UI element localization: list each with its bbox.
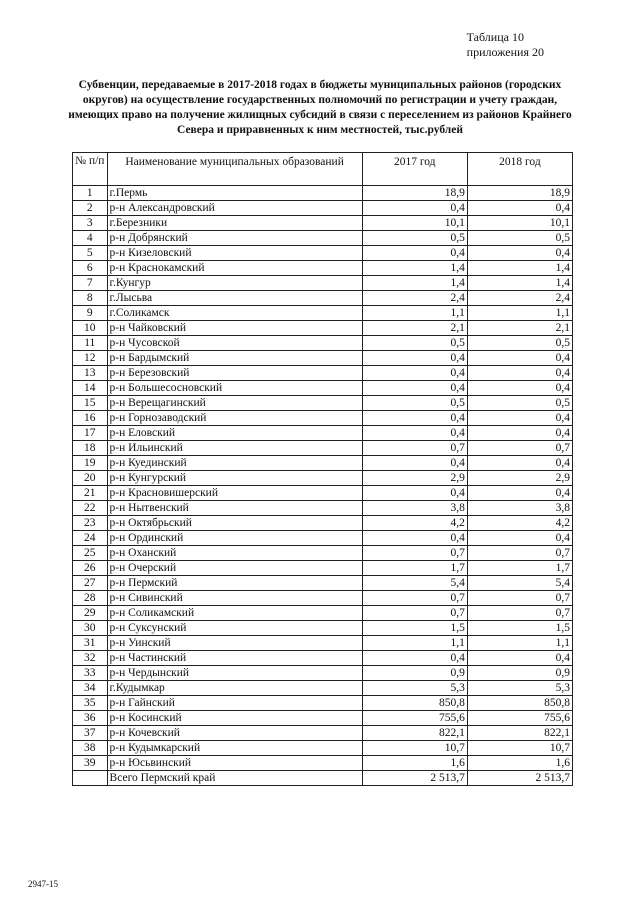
row-number: 12 bbox=[73, 351, 108, 366]
row-municipality: р-н Оханский bbox=[107, 546, 362, 561]
row-number: 23 bbox=[73, 516, 108, 531]
table-row bbox=[73, 516, 573, 531]
row-value-2018: 0,4 bbox=[467, 366, 572, 381]
row-municipality: р-н Красновишерский bbox=[107, 486, 362, 501]
table-row bbox=[73, 351, 573, 366]
table-row bbox=[73, 246, 573, 261]
row-value-2017: 0,4 bbox=[362, 486, 467, 501]
row-number: 1 bbox=[73, 186, 108, 201]
row-value-2018: 3,8 bbox=[467, 501, 572, 516]
row-value-2018: 5,3 bbox=[467, 681, 572, 696]
table-row bbox=[73, 216, 573, 231]
row-value-2017: 1,5 bbox=[362, 621, 467, 636]
row-municipality: р-н Кунгурский bbox=[107, 471, 362, 486]
row-number: 25 bbox=[73, 546, 108, 561]
row-number: 14 bbox=[73, 381, 108, 396]
row-value-2017: 0,4 bbox=[362, 246, 467, 261]
table-row bbox=[73, 636, 573, 651]
row-value-2017: 0,7 bbox=[362, 441, 467, 456]
table-row bbox=[73, 531, 573, 546]
row-municipality: р-н Частинский bbox=[107, 651, 362, 666]
row-number: 39 bbox=[73, 756, 108, 771]
table-body bbox=[73, 186, 573, 786]
row-municipality: р-н Чайковский bbox=[107, 321, 362, 336]
row-value-2017: 1,7 bbox=[362, 561, 467, 576]
row-municipality: р-н Чусовской bbox=[107, 336, 362, 351]
row-number: 11 bbox=[73, 336, 108, 351]
total-row bbox=[73, 771, 573, 786]
row-municipality: Всего Пермский край bbox=[107, 771, 362, 786]
table-row bbox=[73, 471, 573, 486]
row-municipality: р-н Суксунский bbox=[107, 621, 362, 636]
row-municipality: р-н Горнозаводский bbox=[107, 411, 362, 426]
row-number: 7 bbox=[73, 276, 108, 291]
row-number: 22 bbox=[73, 501, 108, 516]
row-value-2018: 2,1 bbox=[467, 321, 572, 336]
table-row bbox=[73, 486, 573, 501]
header-name: Наименование муниципальных образований bbox=[107, 153, 362, 186]
row-value-2018: 0,4 bbox=[467, 411, 572, 426]
row-value-2017: 3,8 bbox=[362, 501, 467, 516]
table-row bbox=[73, 261, 573, 276]
table-number: Таблица 10 bbox=[466, 30, 524, 44]
row-value-2017: 0,4 bbox=[362, 456, 467, 471]
row-value-2017: 1,1 bbox=[362, 306, 467, 321]
row-value-2018: 0,4 bbox=[467, 486, 572, 501]
table-row bbox=[73, 426, 573, 441]
table-row bbox=[73, 366, 573, 381]
row-value-2017: 0,4 bbox=[362, 201, 467, 216]
row-value-2017: 0,4 bbox=[362, 411, 467, 426]
row-number: 36 bbox=[73, 711, 108, 726]
row-value-2017: 0,4 bbox=[362, 366, 467, 381]
table-row bbox=[73, 396, 573, 411]
row-municipality: р-н Очерский bbox=[107, 561, 362, 576]
row-value-2018: 2 513,7 bbox=[467, 771, 572, 786]
table-row bbox=[73, 381, 573, 396]
row-value-2018: 10,1 bbox=[467, 216, 572, 231]
table-row bbox=[73, 501, 573, 516]
row-value-2018: 822,1 bbox=[467, 726, 572, 741]
row-number: 28 bbox=[73, 591, 108, 606]
row-value-2018: 0,4 bbox=[467, 456, 572, 471]
row-municipality: р-н Кочевский bbox=[107, 726, 362, 741]
row-municipality: р-н Александровский bbox=[107, 201, 362, 216]
row-number: 37 bbox=[73, 726, 108, 741]
row-value-2018: 18,9 bbox=[467, 186, 572, 201]
footer-code: 2947-15 bbox=[28, 879, 58, 889]
row-value-2017: 10,7 bbox=[362, 741, 467, 756]
row-value-2018: 0,4 bbox=[467, 426, 572, 441]
row-value-2018: 1,4 bbox=[467, 261, 572, 276]
row-number: 13 bbox=[73, 366, 108, 381]
row-value-2017: 5,3 bbox=[362, 681, 467, 696]
table-row bbox=[73, 711, 573, 726]
header-2017: 2017 год bbox=[362, 153, 467, 186]
row-number: 3 bbox=[73, 216, 108, 231]
row-value-2017: 0,7 bbox=[362, 606, 467, 621]
row-value-2017: 4,2 bbox=[362, 516, 467, 531]
row-number: 17 bbox=[73, 426, 108, 441]
row-value-2017: 0,5 bbox=[362, 231, 467, 246]
table-row bbox=[73, 231, 573, 246]
row-number: 30 bbox=[73, 621, 108, 636]
row-value-2018: 0,7 bbox=[467, 546, 572, 561]
row-municipality: р-н Гайнский bbox=[107, 696, 362, 711]
row-value-2018: 850,8 bbox=[467, 696, 572, 711]
row-number: 20 bbox=[73, 471, 108, 486]
row-value-2018: 0,5 bbox=[467, 231, 572, 246]
table-row bbox=[73, 666, 573, 681]
table-row bbox=[73, 696, 573, 711]
row-number: 16 bbox=[73, 411, 108, 426]
table-row bbox=[73, 546, 573, 561]
row-value-2018: 0,4 bbox=[467, 201, 572, 216]
row-number: 29 bbox=[73, 606, 108, 621]
row-value-2017: 10,1 bbox=[362, 216, 467, 231]
table-row bbox=[73, 576, 573, 591]
row-value-2017: 0,7 bbox=[362, 591, 467, 606]
row-number: 24 bbox=[73, 531, 108, 546]
row-municipality: р-н Ильинский bbox=[107, 441, 362, 456]
row-value-2018: 10,7 bbox=[467, 741, 572, 756]
row-municipality: р-н Уинский bbox=[107, 636, 362, 651]
row-value-2018: 0,5 bbox=[467, 336, 572, 351]
row-value-2017: 1,1 bbox=[362, 636, 467, 651]
row-number: 27 bbox=[73, 576, 108, 591]
row-value-2017: 2,4 bbox=[362, 291, 467, 306]
row-municipality: р-н Кизеловский bbox=[107, 246, 362, 261]
row-municipality: р-н Бардымский bbox=[107, 351, 362, 366]
row-municipality: р-н Кудымкарский bbox=[107, 741, 362, 756]
row-number: 26 bbox=[73, 561, 108, 576]
row-value-2018: 0,4 bbox=[467, 351, 572, 366]
row-value-2018: 4,2 bbox=[467, 516, 572, 531]
row-municipality: р-н Верещагинский bbox=[107, 396, 362, 411]
row-value-2018: 2,9 bbox=[467, 471, 572, 486]
row-value-2018: 1,4 bbox=[467, 276, 572, 291]
row-municipality: г.Кунгур bbox=[107, 276, 362, 291]
subventions-table bbox=[72, 152, 573, 786]
table-row bbox=[73, 651, 573, 666]
row-value-2017: 0,4 bbox=[362, 351, 467, 366]
row-municipality: р-н Краснокамский bbox=[107, 261, 362, 276]
table-row bbox=[73, 291, 573, 306]
row-value-2017: 850,8 bbox=[362, 696, 467, 711]
row-number: 33 bbox=[73, 666, 108, 681]
row-municipality: р-н Пермский bbox=[107, 576, 362, 591]
row-value-2017: 0,4 bbox=[362, 651, 467, 666]
row-number bbox=[73, 771, 108, 786]
row-number: 4 bbox=[73, 231, 108, 246]
row-number: 10 bbox=[73, 321, 108, 336]
row-municipality: р-н Добрянский bbox=[107, 231, 362, 246]
row-municipality: р-н Сивинский bbox=[107, 591, 362, 606]
row-value-2017: 0,4 bbox=[362, 381, 467, 396]
table-row bbox=[73, 606, 573, 621]
row-value-2018: 1,7 bbox=[467, 561, 572, 576]
row-value-2018: 0,7 bbox=[467, 606, 572, 621]
row-value-2017: 0,5 bbox=[362, 336, 467, 351]
row-value-2018: 0,7 bbox=[467, 591, 572, 606]
row-value-2017: 1,4 bbox=[362, 276, 467, 291]
row-value-2017: 0,4 bbox=[362, 426, 467, 441]
row-number: 31 bbox=[73, 636, 108, 651]
row-municipality: р-н Ординский bbox=[107, 531, 362, 546]
row-value-2017: 2 513,7 bbox=[362, 771, 467, 786]
row-municipality: р-н Еловский bbox=[107, 426, 362, 441]
row-value-2017: 822,1 bbox=[362, 726, 467, 741]
row-value-2018: 1,1 bbox=[467, 306, 572, 321]
table-row bbox=[73, 591, 573, 606]
table-row bbox=[73, 756, 573, 771]
appendix-number: приложения 20 bbox=[466, 45, 544, 59]
row-number: 32 bbox=[73, 651, 108, 666]
table-row bbox=[73, 336, 573, 351]
row-number: 9 bbox=[73, 306, 108, 321]
row-value-2018: 0,4 bbox=[467, 651, 572, 666]
row-municipality: г.Лысьва bbox=[107, 291, 362, 306]
row-value-2017: 1,6 bbox=[362, 756, 467, 771]
table-row bbox=[73, 726, 573, 741]
row-number: 6 bbox=[73, 261, 108, 276]
row-municipality: р-н Нытвенский bbox=[107, 501, 362, 516]
table-row bbox=[73, 276, 573, 291]
row-number: 19 bbox=[73, 456, 108, 471]
row-value-2018: 755,6 bbox=[467, 711, 572, 726]
row-value-2017: 0,9 bbox=[362, 666, 467, 681]
row-value-2018: 5,4 bbox=[467, 576, 572, 591]
row-municipality: р-н Октябрьский bbox=[107, 516, 362, 531]
table-row bbox=[73, 561, 573, 576]
row-value-2018: 0,9 bbox=[467, 666, 572, 681]
row-number: 2 bbox=[73, 201, 108, 216]
row-municipality: р-н Большесосновский bbox=[107, 381, 362, 396]
row-value-2018: 0,4 bbox=[467, 381, 572, 396]
row-value-2017: 0,4 bbox=[362, 531, 467, 546]
document-title: Субвенции, передаваемые в 2017-2018 годах в бюджеты муниципальных районов (городских округов) на осуществление государственных полномочий по регистрации и учету граждан, имеющих право на получение жилищных субсидий в связи с переселением из районов Крайнего Севера и приравненных к ним местностей, тыс.рублей bbox=[68, 79, 572, 136]
row-value-2018: 0,4 bbox=[467, 246, 572, 261]
row-municipality: р-н Соликамский bbox=[107, 606, 362, 621]
row-municipality: р-н Юсьвинский bbox=[107, 756, 362, 771]
row-value-2017: 18,9 bbox=[362, 186, 467, 201]
table-row bbox=[73, 321, 573, 336]
table-row bbox=[73, 456, 573, 471]
row-municipality: г.Березники bbox=[107, 216, 362, 231]
row-value-2018: 2,4 bbox=[467, 291, 572, 306]
row-value-2018: 1,5 bbox=[467, 621, 572, 636]
row-number: 21 bbox=[73, 486, 108, 501]
table-row bbox=[73, 411, 573, 426]
row-number: 38 bbox=[73, 741, 108, 756]
row-value-2017: 0,7 bbox=[362, 546, 467, 561]
row-value-2017: 755,6 bbox=[362, 711, 467, 726]
row-number: 18 bbox=[73, 441, 108, 456]
table-row bbox=[73, 441, 573, 456]
row-number: 15 bbox=[73, 396, 108, 411]
table-row bbox=[73, 201, 573, 216]
row-value-2017: 0,5 bbox=[362, 396, 467, 411]
row-municipality: г.Кудымкар bbox=[107, 681, 362, 696]
row-municipality: р-н Чердынский bbox=[107, 666, 362, 681]
table-header-row bbox=[73, 153, 573, 186]
row-value-2018: 0,5 bbox=[467, 396, 572, 411]
row-number: 34 bbox=[73, 681, 108, 696]
row-value-2018: 0,4 bbox=[467, 531, 572, 546]
row-value-2017: 1,4 bbox=[362, 261, 467, 276]
row-municipality: р-н Куединский bbox=[107, 456, 362, 471]
row-number: 5 bbox=[73, 246, 108, 261]
row-municipality: г.Соликамск bbox=[107, 306, 362, 321]
row-number: 35 bbox=[73, 696, 108, 711]
table-row bbox=[73, 741, 573, 756]
table-row bbox=[73, 186, 573, 201]
row-municipality: р-н Косинский bbox=[107, 711, 362, 726]
row-value-2017: 2,1 bbox=[362, 321, 467, 336]
row-value-2018: 0,7 bbox=[467, 441, 572, 456]
table-reference bbox=[467, 30, 544, 60]
header-2018: 2018 год bbox=[467, 153, 572, 186]
table-row bbox=[73, 306, 573, 321]
row-municipality: г.Пермь bbox=[107, 186, 362, 201]
row-number: 8 bbox=[73, 291, 108, 306]
table-row bbox=[73, 621, 573, 636]
header-num: № п/п bbox=[73, 153, 108, 186]
row-value-2018: 1,6 bbox=[467, 756, 572, 771]
row-value-2017: 2,9 bbox=[362, 471, 467, 486]
row-value-2017: 5,4 bbox=[362, 576, 467, 591]
table-row bbox=[73, 681, 573, 696]
row-municipality: р-н Березовский bbox=[107, 366, 362, 381]
row-value-2018: 1,1 bbox=[467, 636, 572, 651]
